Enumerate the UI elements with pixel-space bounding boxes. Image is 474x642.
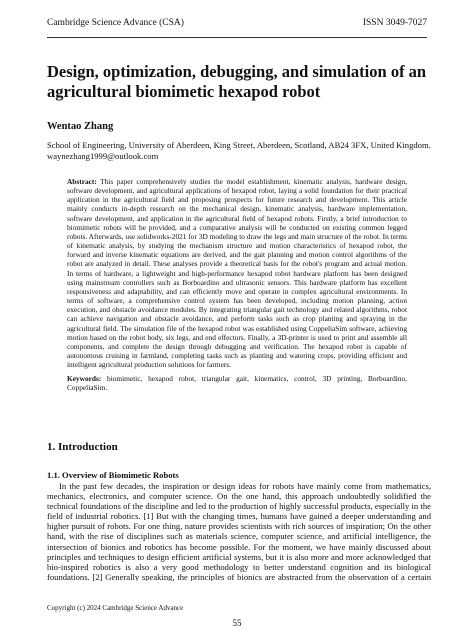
affiliation-text: School of Engineering, University of Aberdeen, King Street, Aberdeen, Scotland, AB24 3FX, United Kingdom.	[47, 140, 431, 150]
paper-title: Design, optimization, debugging, and simulation of an agricultural biomimetic hexapod robot	[47, 62, 427, 101]
author-affiliation	[47, 140, 434, 161]
running-header	[47, 18, 427, 32]
keywords-label: Keywords:	[67, 374, 102, 384]
page-number: 55	[232, 618, 242, 628]
body-paragraph: In the past few decades, the inspiration or design ideas for robots have mainly come from mathematics, mechanics, electronics, and computer science. On the one hand, this approach undoubtedly solidified the technical foundations of the discipline and led to the production of highly successful products, especially in the field of industrial robotics. [1] But with the changing times, humans have gained a deeper understanding and higher pursuit of robots. For one thing, nature provides scientists with rich sources of inspiration; On the other hand, with the rise of disciplines such as materials science, computer science, and artificial intelligence, the intersection of bionics and robotics has become possible. For the moment, we have mainly discussed about principles and techniques to design efficient artificial systems, but it is also more and more acknowledged that bio-inspired robotics is also a very good methodology to better understand cognition and its biological foundations. [2] Generally speaking, the principles of bionics are abstracted from the observation of a certain	[47, 481, 431, 581]
section-heading: 1. Introduction	[47, 441, 118, 453]
copyright-notice: Copyright (c) 2024 Cambridge Science Advance	[47, 604, 184, 612]
issn: ISSN 3049-7027	[362, 18, 427, 28]
author-email: waynezhang1999@outlook.com	[47, 150, 159, 161]
abstract-text: This paper comprehensively studies the model establishment, kinematic analysis, hardware design, software development, and agricultural applications of hexapod robot, laying a solid foundation for their practical application in the agricultural field and proposing prospects for future research and development. This article mainly conducts in-depth research on the mechanical design, kinematic analysis, hardware implementation, software development, and application in the agricultural field of hexapod robots. Firstly, a brief introduction to biomimetic robots will be provided, and a comparative analysis will be conducted on existing common legged robots. Afterwards, use solidworks-2021 for 3D modeling to draw the legs and main structure of the robot. In terms of kinematic analysis, by studying the mechanism structure and motion characteristics of hexapod robot, the forward and inverse kinematic equations are derived, and the gait planning and motion control algorithms of the robot are analyzed in detail. These analyses provide a theoretical basis for the robot's program and actual motion. In terms of hardware, a lightweight and high-performance hexapod robot hardware platform has been designed using mainstream controllers such as Borboardino and ultrasonic sensors. This hardware platform has excellent responsiveness and adaptability, and can efficiently move and operate in complex agricultural environments. In terms of software, a comprehensive control system has been developed, including motion planning, action execution, and obstacle avoidance modules. By integrating triangular gait technology and related algorithms, robot can achieve navigation and obstacle avoidance, and perform tasks such as crop planting and spraying in the agricultural field. The simulation file of the hexapod robot was established using CoppeliaSim software, achieving motion based on the robot body, six legs, and end effectors. Finally, a 3D-printer is used to print and assemble all components, and complete the design through debugging and verification. The hexapod robot is capable of autonomous cruising in farmland, completing tasks such as planting and watering crops, providing efficient and intelligent agricultural production solutions for farmers.	[67, 177, 407, 370]
author-name: Wentao Zhang	[47, 121, 114, 132]
keywords-text: biomimetic, hexapod robot, triangular gait, kinematics, control, 3D printing, Borboardino, CoppeliaSim.	[67, 374, 407, 393]
journal-name: Cambridge Science Advance (CSA)	[47, 18, 184, 28]
abstract-label: Abstract:	[67, 177, 97, 186]
subsection-heading: 1.1. Overview of Biomimetic Robots	[47, 470, 179, 480]
abstract	[67, 177, 407, 423]
header-rule	[47, 37, 427, 38]
body-text	[47, 481, 431, 581]
